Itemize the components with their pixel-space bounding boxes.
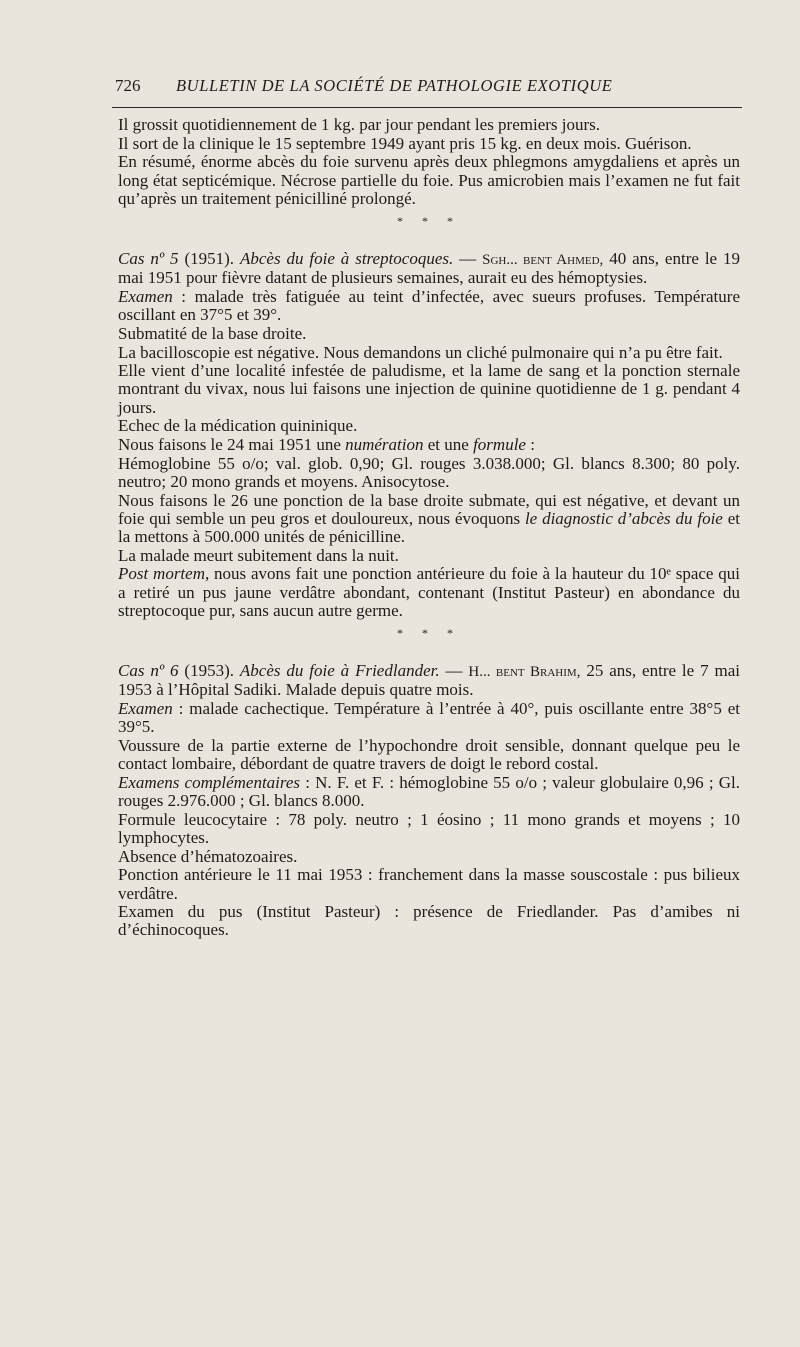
case-year: (1953). (178, 661, 240, 681)
paragraph (118, 436, 740, 454)
paragraph: Echec de la médication quininique. (118, 416, 358, 436)
paragraph (118, 288, 740, 324)
section-separator: * * * (397, 214, 461, 229)
page-number: 726 (115, 76, 141, 95)
case-intro: 40 ans, entre le 19 mai 1951 pour fièvre datant de plusieurs semaines, aurait eu des hémoptysies. (118, 249, 741, 288)
paragraph (118, 565, 740, 620)
page-header (112, 72, 744, 104)
paragraph: Ponction antérieure le 11 mai 1953 : franchement dans la masse souscostale : pus bilieux verdâtre. (118, 865, 740, 903)
paragraph: Il grossit quotidiennement de 1 kg. par jour pendant les premiers jours. (118, 115, 601, 134)
text-run: : N. F. et F. : hémoglobine 55 o/o ; valeur globulaire 0,96 ; Gl. rouges 2.976.000 ; Gl. blancs 8.000. (118, 772, 740, 810)
emphasis: le diagnostic d’abcès du foie (524, 508, 723, 528)
paragraph: Hémoglobine 55 o/o; val. glob. 0,90; Gl. rouges 3.038.000; Gl. blancs 8.300; 80 poly. neutro; 20 mono grands et moyens. Anisocytose. (118, 453, 740, 491)
text-run: et une (423, 435, 474, 455)
exam-label: Examen (118, 286, 173, 306)
patient-name: H... bent Brahim, (468, 664, 581, 681)
text-run: Nous faisons le 26 une ponction de la base droite submate, qui est négative, et devant un foie qui semble un peu gros et douloureux, nous évoquons (118, 490, 740, 528)
paragraph: Elle vient d’une localité infestée de paludisme, et la lame de sang et la ponction sternale montrant du vivax, nous lui faisons une injection de quinine quotidienne de 1 g. pendant 4 jours. (118, 361, 740, 417)
paragraph: En résumé, énorme abcès du foie survenu après deux phlegmons amygdaliens et après un long état septicémique. Nécrose partielle du foie. Pus amicrobien mais l’examen ne fut fait qu’après un traitement pénicilliné prolongé. (118, 152, 740, 208)
body-text (118, 116, 740, 940)
patient-name: Sgh... bent Ahmed, (482, 252, 604, 269)
paragraph: La bacilloscopie est négative. Nous demandons un cliché pulmonaire qui n’a pu être fait. (118, 342, 723, 362)
emphasis: Examens complémentaires (118, 772, 301, 792)
exam-text: : malade cachectique. Température à l’entrée à 40°, puis oscillante entre 38°5 et 39°5. (118, 698, 740, 737)
paragraph: Absence d’hématozoaires. (118, 846, 298, 866)
case-title: Abcès du foie à Friedlander. (239, 661, 440, 681)
exam-label: Examen (118, 698, 173, 718)
paragraph: Examen du pus (Institut Pasteur) : présence de Friedlander. Pas d’amibes ni d’échinocoques. (118, 902, 740, 940)
emphasis: numération (345, 435, 424, 455)
paragraph: Voussure de la partie externe de l’hypochondre droit sensible, donnant quelque peu le contact lombaire, débordant de quatre travers de doigt le rebord costal. (118, 735, 740, 774)
section-separator: * * * (397, 626, 461, 641)
exam-text: : malade très fatiguée au teint d’infectée, avec sueurs profuses. Température oscillant en 37°5 et 39°. (118, 286, 740, 325)
case-6-heading (118, 662, 740, 699)
paragraph: Il sort de la clinique le 15 septembre 1949 ayant pris 15 kg. en deux mois. Guérison. (118, 133, 692, 153)
dash: — (439, 661, 469, 681)
case-title: Abcès du foie à streptocoques. (239, 249, 454, 269)
text-run: nous avons fait une ponction antérieure du foie à la hauteur du 10ᵉ space qui a retiré un pus jaune verdâtre abondant, contenant (Institut Pasteur) en abondance du streptocoque pur, sans aucun autre germe. (118, 564, 740, 620)
case-intro: 25 ans, entre le 7 mai 1953 à l’Hôpital Sadiki. Malade depuis quatre mois. (118, 661, 740, 700)
paragraph (118, 492, 740, 547)
emphasis: formule (473, 435, 526, 455)
case-label: Cas nº 6 (118, 661, 179, 681)
paragraph: Formule leucocytaire : 78 poly. neutro ; 1 éosino ; 11 mono grands et moyens ; 10 lymphocytes. (118, 809, 740, 847)
case-5-heading (118, 250, 740, 287)
emphasis: Post mortem, (118, 564, 210, 584)
paragraph (118, 700, 740, 736)
text-run: : (525, 435, 535, 455)
paragraph (118, 774, 740, 810)
text-run: Nous faisons le 24 mai 1951 une (118, 435, 346, 455)
case-year: (1951). (178, 249, 240, 269)
text-run: et la mettons à 500.000 unités de pénicilline. (118, 508, 740, 547)
paragraph: La malade meurt subitement dans la nuit. (118, 545, 399, 565)
paragraph: Submatité de la base droite. (118, 323, 307, 343)
case-label: Cas nº 5 (118, 249, 179, 269)
running-title: BULLETIN DE LA SOCIÉTÉ DE PATHOLOGIE EXOTIQUE (176, 76, 613, 95)
dash: — (453, 249, 483, 269)
header-rule (112, 107, 742, 108)
